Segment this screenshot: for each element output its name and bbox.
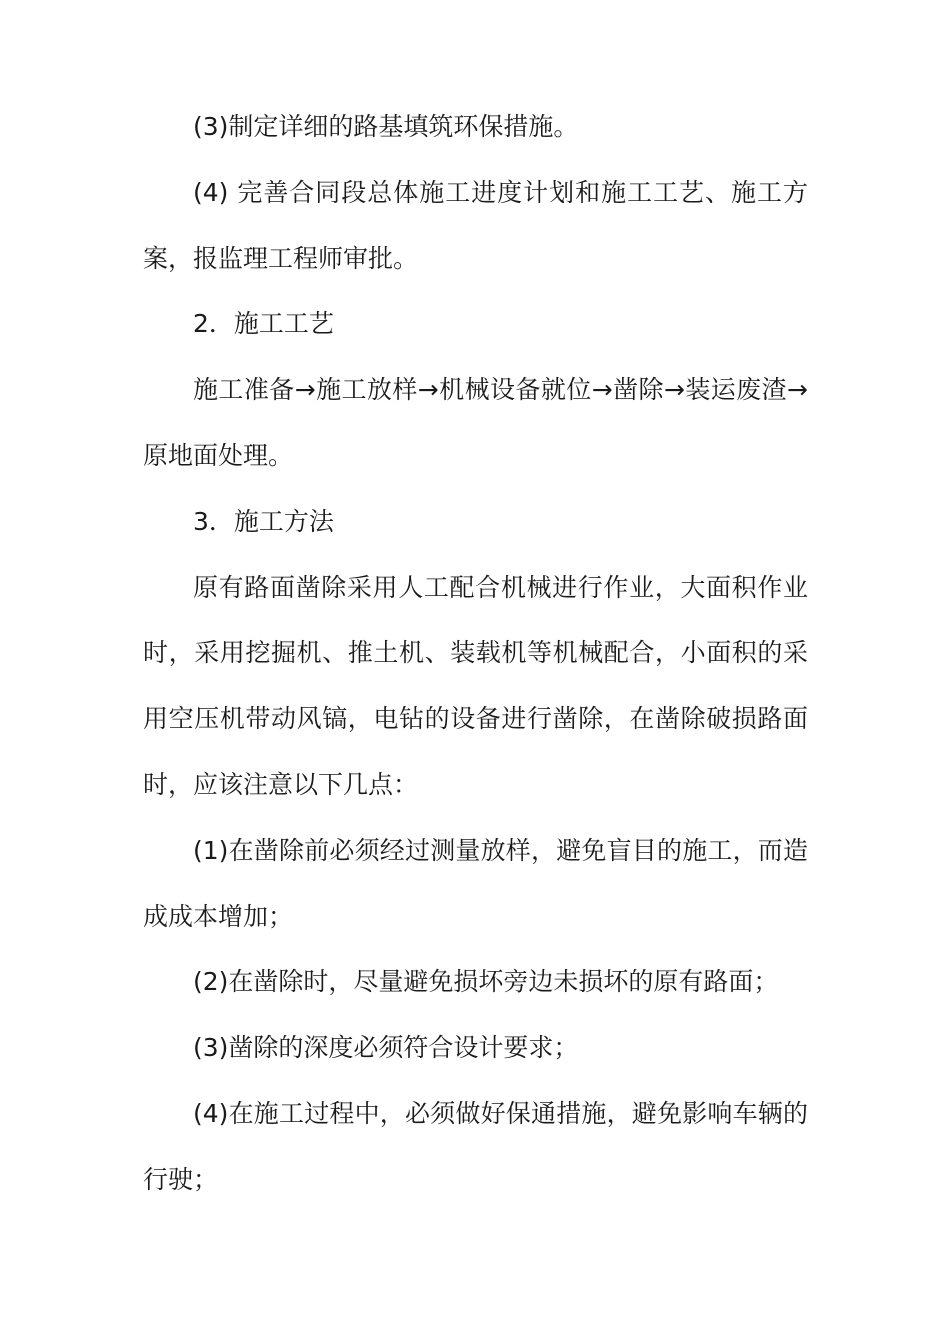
- paragraph-schedule-plan: (4) 完善合同段总体施工进度计划和施工工艺、施工方案，报监理工程师审批。: [143, 177, 808, 273]
- paragraph-process-flow: 施工准备→施工放样→机械设备就位→凿除→装运废渣→原地面处理。: [143, 375, 808, 470]
- list-item-survey: (1)在凿除前必须经过测量放样，避免盲目的施工，而造成成本增加；: [143, 835, 808, 931]
- section-heading-process: 2．施工工艺: [193, 309, 334, 339]
- paragraph-environmental-measures: (3)制定详细的路基填筑环保措施。: [193, 112, 579, 141]
- list-item-traffic: (4)在施工过程中，必须做好保通措施，避免影响车辆的行驶；: [143, 1098, 808, 1194]
- section-heading-method: 3．施工方法: [193, 506, 334, 536]
- list-item-avoid-damage: (2)在凿除时，尽量避免损坏旁边未损坏的原有路面；: [193, 967, 779, 997]
- paragraph-method-description: 原有路面凿除采用人工配合机械进行作业，大面积作业时，采用挖掘机、推土机、装载机等机械配合，小面积的采用空压机带动风镐，电钻的设备进行凿除，在凿除破损路面时，应该注意以下几点：: [143, 572, 808, 799]
- list-item-depth: (3)凿除的深度必须符合设计要求；: [193, 1033, 579, 1063]
- document-body: [143, 94, 808, 1213]
